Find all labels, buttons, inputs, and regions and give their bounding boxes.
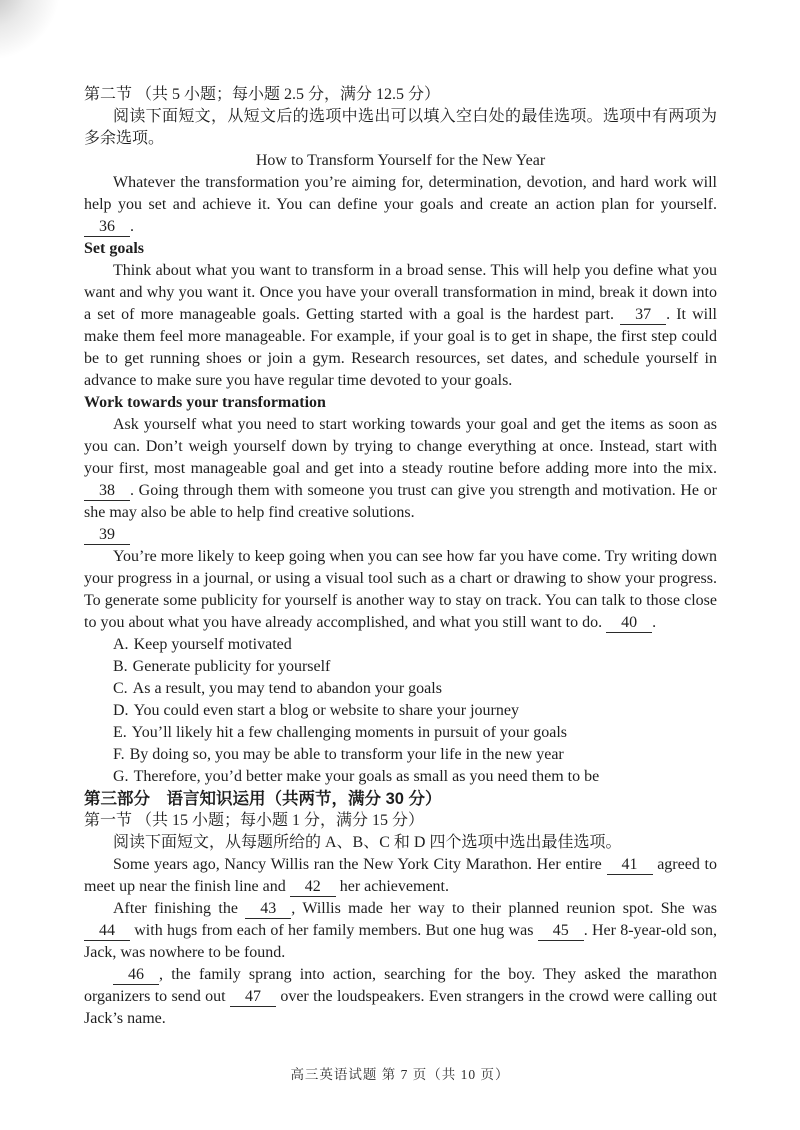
- section2-heading: 第二节 （共 5 小题；每小题 2.5 分，满分 12.5 分）: [84, 86, 441, 103]
- option-C: [84, 678, 717, 700]
- page-footer: 高三英语试题 第 7 页（共 10 页）: [290, 1067, 510, 1082]
- exam-content: [84, 84, 717, 1030]
- passage-subheading-set-goals: Set goals: [84, 240, 144, 257]
- blank-43: 43: [245, 899, 291, 919]
- option-F-text: By doing so, you may be able to transform your life in the new year: [129, 746, 564, 763]
- cloze-paragraph-3: 46 , the family sprang into action, searching for the boy. They asked the marathon organizers to send out 47 over the loudspeakers. Even strangers in the crowd were calling out Jack’s name.: [84, 966, 718, 1027]
- option-D-label: D.: [113, 702, 129, 719]
- option-A: [84, 634, 717, 656]
- passage-subheading-work-towards: Work towards your transformation: [84, 394, 326, 411]
- option-A-text: Keep yourself motivated: [133, 636, 292, 653]
- blank-47: 47: [230, 987, 276, 1007]
- option-B: [84, 656, 717, 678]
- blank-37: 37: [620, 305, 666, 325]
- passage-title: How to Transform Yourself for the New Year: [255, 152, 546, 169]
- section3-instructions: 阅读下面短文，从每题所给的 A、B、C 和 D 四个选项中选出最佳选项。: [113, 834, 622, 851]
- passage-paragraph-1: Whatever the transformation you’re aiming for, determination, devotion, and hard work will help you set and achieve it. You can define your goals and create an action plan for yourself. 36 .: [84, 174, 717, 235]
- passage-paragraph-4: You’re more likely to keep going when you can see how far you have come. Try writing down your progress in a journal, or using a visual tool such as a chart or drawing to show your progress. To generate some publicity for yourself is another way to stay on track. You can talk to those close to you about what you have already accomplished, and what you still want to do. 40 .: [84, 548, 717, 631]
- passage-paragraph-2: Think about what you want to transform in a broad sense. This will help you define what you want and why you want it. Once you have your overall transformation in mind, break it down into a set of more manageable goals. Getting started with a goal is the hardest part. 37 . It will make them feel more manageable. For example, if your goal is to get in shape, the first step could be to get running shoes or join a gym. Research resources, set dates, and schedule yourself in advance to make sure you have regular time devoted to your goals.: [84, 262, 717, 389]
- option-A-label: A.: [113, 636, 129, 653]
- option-D: [84, 700, 717, 722]
- option-C-text: As a result, you may tend to abandon your goals: [132, 680, 442, 697]
- section3-subheading: 第一节 （共 15 小题；每小题 1 分，满分 15 分）: [84, 812, 425, 829]
- blank-41: 41: [607, 855, 653, 875]
- cloze-paragraph-1: Some years ago, Nancy Willis ran the New York City Marathon. Her entire 41 agreed to meet up near the finish line and 42 her achievement.: [84, 856, 717, 895]
- blank-40: 40: [606, 613, 652, 633]
- blank-36: 36: [84, 217, 130, 237]
- option-G: [84, 766, 717, 788]
- passage-paragraph-3: Ask yourself what you need to start working towards your goal and get the items as soon as you can. Don’t weigh yourself down by trying to change everything at once. Instead, start with your first, most manageable goal and get into a steady routine before adding more into the mix. 38 . Going through them with someone you trust can give you strength and motivation. He or she may also be able to help find creative solutions.: [84, 416, 717, 521]
- option-F: [84, 744, 717, 766]
- blank-42: 42: [290, 877, 336, 897]
- blank-38: 38: [84, 481, 130, 501]
- blank-44: 44: [84, 921, 130, 941]
- option-F-label: F.: [113, 746, 125, 763]
- option-E-label: E.: [113, 724, 127, 741]
- option-E-text: You’ll likely hit a few challenging moments in pursuit of your goals: [131, 724, 567, 741]
- option-D-text: You could even start a blog or website to share your journey: [133, 702, 519, 719]
- section2-instructions: 阅读下面短文，从短文后的选项中选出可以填入空白处的最佳选项。选项中有两项为多余选项。: [84, 108, 717, 147]
- option-C-label: C.: [113, 680, 128, 697]
- section3-heading: 第三部分 语言知识运用（共两节，满分 30 分）: [84, 790, 442, 808]
- option-B-text: Generate publicity for yourself: [132, 658, 331, 675]
- option-G-text: Therefore, you’d better make your goals as small as you need them to be: [133, 768, 600, 785]
- blank-46: 46: [113, 965, 159, 985]
- blank-39-line: [84, 524, 717, 546]
- option-G-label: G.: [113, 768, 129, 785]
- blank-39: 39: [84, 525, 130, 545]
- option-list: [84, 634, 717, 788]
- cloze-paragraph-2: After finishing the 43 , Willis made her way to their planned reunion spot. She was 44 with hugs from each of her family members. But one hug was 45 . Her 8-year-old son, Jack, was nowhere to be found.: [84, 900, 717, 961]
- option-E: [84, 722, 717, 744]
- blank-45: 45: [538, 921, 584, 941]
- option-B-label: B.: [113, 658, 128, 675]
